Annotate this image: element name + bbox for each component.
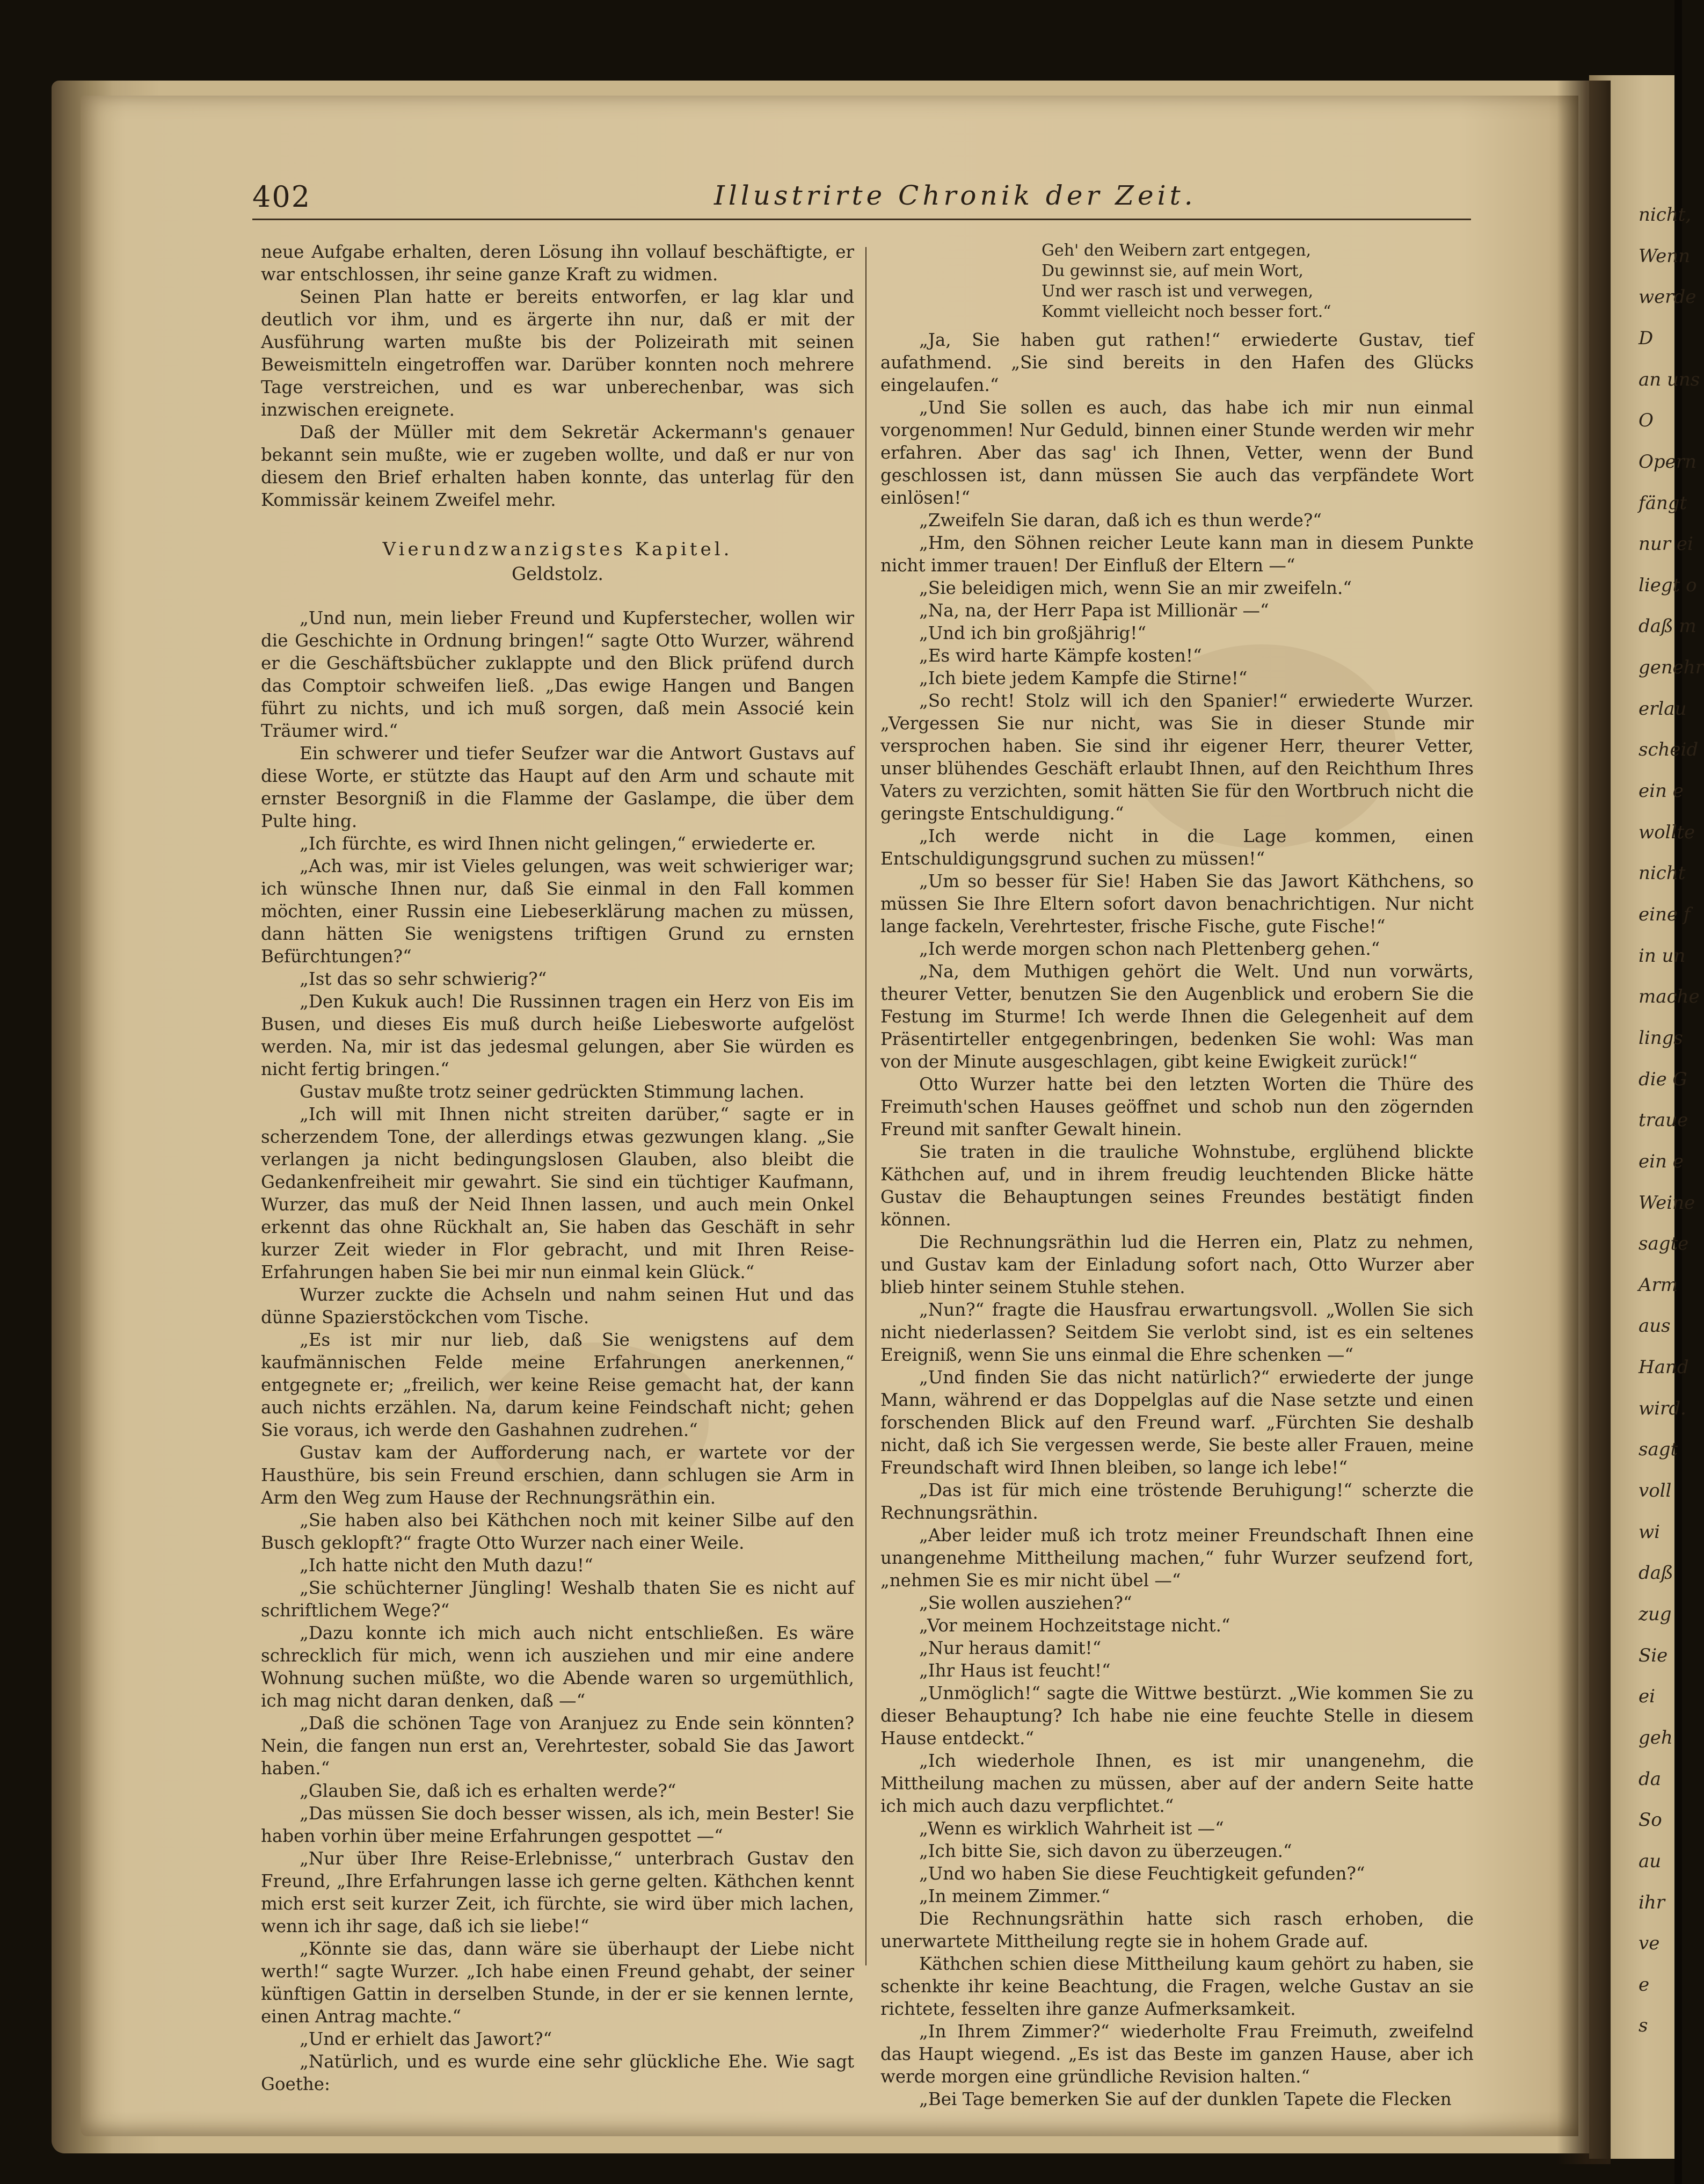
paragraph: „Ach was, mir ist Vieles gelungen, was weit schwieriger war; ich wünsche Ihnen nur, daß Sie einmal in den Fall kommen möchten, einer Russin eine Liebeserklärung machen zu müssen, dann hätten Sie wenigstens triftigen Grund zu ernsten Befürchtungen?“: [261, 856, 854, 967]
adjacent-page-fragment: mache: [1639, 986, 1700, 1007]
adjacent-page-fragment: voll: [1639, 1480, 1672, 1501]
paragraph: „Und wo haben Sie diese Feuchtigkeit gefunden?“: [919, 1863, 1365, 1884]
adjacent-page-fragment: werde: [1639, 286, 1696, 308]
adjacent-page-fragment: ein e: [1639, 780, 1684, 802]
adjacent-page-fragment: au: [1639, 1851, 1662, 1872]
paragraph: „Das ist für mich eine tröstende Beruhigung!“ scherzte die Rechnungsräthin.: [880, 1480, 1474, 1523]
paragraph: „Sie beleidigen mich, wenn Sie an mir zweifeln.“: [919, 578, 1352, 598]
paragraph: Ein schwerer und tiefer Seufzer war die Antwort Gustavs auf diese Worte, er stützte das Haupt auf den Arm und schaute mit ernster Besorgniß in die Flamme der Gaslampe, die über dem Pulte hing.: [261, 743, 854, 831]
adjacent-page-fragment: aus: [1639, 1315, 1671, 1337]
adjacent-page-fragment: Weine: [1639, 1192, 1695, 1214]
paragraph: Gustav kam der Aufforderung nach, er wartete vor der Hausthüre, bis sein Freund erschien, dann schlugen sie Arm in Arm den Weg zum Hause der Rechnungsräthin ein.: [261, 1442, 854, 1508]
paragraphs-after-chapter: [261, 607, 854, 2095]
right-column: [880, 241, 1474, 2109]
paragraph: „Na, na, der Herr Papa ist Millionär —“: [919, 600, 1269, 621]
adjacent-page-fragment: genehr: [1639, 657, 1704, 678]
paragraph: Sie traten in die trauliche Wohnstube, erglühend blickte Käthchen auf, und in ihrem freudig leuchtenden Blicke hätte Gustav die Behauptungen seines Freundes bestätigt finden können.: [880, 1142, 1474, 1230]
paragraph: „Um so besser für Sie! Haben Sie das Jawort Käthchens, so müssen Sie Ihre Eltern sofort davon benachrichtigen. Nur nicht lange fackeln, Verehrtester, frische Fische, gute Fische!“: [880, 871, 1474, 937]
chapter-subtitle: Geldstolz.: [511, 563, 604, 585]
paragraph: Otto Wurzer hatte bei den letzten Worten die Thüre des Freimuth'schen Hauses geöffnet und schob nun den zögernden Freund mit sanfter Gewalt hinein.: [880, 1074, 1474, 1140]
paragraph: „In Ihrem Zimmer?“ wiederholte Frau Freimuth, zweifelnd das Haupt wiegend. „Es ist das Beste im ganzen Hause, aber ich werde morgen eine gründliche Revision halten.“: [880, 2021, 1474, 2087]
adjacent-page-fragment: nicht: [1639, 862, 1686, 884]
poem-line: Kommt vielleicht noch besser fort.“: [1042, 302, 1331, 321]
paragraph: Wurzer zuckte die Achseln und nahm seinen Hut und das dünne Spazierstöckchen vom Tische.: [261, 1285, 854, 1327]
spine-shadow: [1557, 81, 1611, 2164]
poem-quote: [1042, 241, 1474, 322]
paragraph: „Es ist mir nur lieb, daß Sie wenigstens auf dem kaufmännischen Felde meine Erfahrungen anerkennen,“ entgegnete er; „freilich, wer keine Reise gemacht hat, der kann auch nichts erzählen. Na, darum keine Feindschaft nicht; gehen Sie voraus, ich werde den Gashahnen zudrehen.“: [261, 1330, 854, 1440]
adjacent-page-fragment: geh: [1639, 1727, 1673, 1748]
adjacent-page-fragment: Sie: [1639, 1645, 1668, 1666]
paragraph: „Na, dem Muthigen gehört die Welt. Und nun vorwärts, theurer Vetter, benutzen Sie den Augenblick und erobern Sie die Festung im Sturme! Ich werde Ihnen die Gelegenheit auf dem Präsentirteller entgegenbringen, bedenken Sie wohl: Was man von der Minute ausgeschlagen, gibt keine Ewigkeit zurück!“: [880, 961, 1474, 1072]
paragraph: „Nur heraus damit!“: [919, 1638, 1102, 1658]
paragraph: „Und Sie sollen es auch, das habe ich mir nun einmal vorgenommen! Nur Geduld, binnen einer Stunde werden wir mehr erfahren. Aber das sag' ich Ihnen, Vetter, wenn der Bund geschlossen ist, dann müssen Sie auch das verpfändete Wort einlösen!“: [880, 397, 1474, 508]
poem-line: Du gewinnst sie, auf mein Wort,: [1042, 262, 1304, 280]
chapter-title: Vierundzwanzigstes Kapitel.: [382, 539, 733, 560]
adjacent-page-fragment: Hand: [1639, 1356, 1689, 1378]
adjacent-page-fragment: nur ei: [1639, 533, 1693, 555]
adjacent-page-fragment: ei: [1639, 1686, 1655, 1707]
paragraph: „Es wird harte Kämpfe kosten!“: [919, 645, 1202, 666]
paragraph: „So recht! Stolz will ich den Spanier!“ erwiederte Wurzer. „Vergessen Sie nur nicht, was Sie in dieser Stunde mir versprochen haben. Sie sind ihr eigener Herr, theurer Vetter, unser blühendes Geschäft erlaubt Ihnen, auf den Reichthum Ihres Vaters zu verzichten, somit hätten Sie für den Wortbruch nicht die geringste Entschuldigung.“: [880, 691, 1474, 824]
adjacent-page-fragment: lings: [1639, 1027, 1683, 1049]
paragraph: „Ihr Haus ist feucht!“: [919, 1660, 1111, 1681]
paragraph: „Und finden Sie das nicht natürlich?“ erwiederte der junge Mann, während er das Doppelglas auf die Nase setzte und einen forschenden Blick auf den Freund warf. „Fürchten Sie deshalb nicht, daß ich Sie vergessen werde, Sie beste aller Frauen, meine Freundschaft wird Ihnen bleiben, so lange ich lebe!“: [880, 1367, 1474, 1478]
adjacent-page-fragment: sagte: [1639, 1233, 1689, 1254]
paragraph: „Aber leider muß ich trotz meiner Freundschaft Ihnen eine unangenehme Mittheilung machen,“ fuhr Wurzer seufzend fort, „nehmen Sie es mir nicht übel —“: [880, 1525, 1474, 1591]
adjacent-page-fragment: So: [1639, 1809, 1662, 1831]
paragraph: „Ja, Sie haben gut rathen!“ erwiederte Gustav, tief aufathmend. „Sie sind bereits in den Hafen des Glücks eingelaufen.“: [880, 330, 1474, 395]
poem-line: Geh' den Weibern zart entgegen,: [1042, 241, 1312, 260]
adjacent-page-fragment: scheid: [1639, 739, 1699, 760]
adjacent-page-fragment: traue: [1639, 1109, 1688, 1131]
paragraph: „Und nun, mein lieber Freund und Kupferstecher, wollen wir die Geschichte in Ordnung bringen!“ sagte Otto Wurzer, während er die Geschäftsbücher zuklappte und den Blick prüfend durch das Comptoir schweifen ließ. „Das ewige Hangen und Bangen führt zu nichts, und ich muß sorgen, daß mein Associé kein Träumer wird.“: [261, 608, 854, 741]
adjacent-page-fragment: eine f: [1639, 904, 1691, 925]
paragraph: „Vor meinem Hochzeitstage nicht.“: [919, 1615, 1230, 1636]
adjacent-page-fragment: Wenn: [1639, 245, 1691, 267]
adjacent-page-fragment: die G: [1639, 1069, 1687, 1090]
paragraph: Daß der Müller mit dem Sekretär Ackermann's genauer bekannt sein mußte, wie er zugeben wollte, und daß er nur von diesem den Brief erhalten haben konnte, das unterlag für den Kommissär keinem Zweifel mehr.: [261, 422, 854, 510]
paragraph: „Daß die schönen Tage von Aranjuez zu Ende sein könnten? Nein, die fangen nun erst an, Verehrtester, sobald Sie das Jawort haben.“: [261, 1713, 854, 1779]
paragraph: neue Aufgabe erhalten, deren Lösung ihn vollauf beschäftigte, er war entschlossen, ihr seine ganze Kraft zu widmen.: [261, 242, 854, 285]
paragraphs-before-chapter: [261, 241, 854, 511]
paragraph: Die Rechnungsräthin lud die Herren ein, Platz zu nehmen, und Gustav kam der Einladung sofort nach, Otto Wurzer aber blieb hinter seinem Stuhle stehen.: [880, 1232, 1474, 1297]
adjacent-page-fragment: e: [1639, 1974, 1650, 1996]
paragraph: „Und ich bin großjährig!“: [919, 623, 1147, 643]
paragraph: „Ich hatte nicht den Muth dazu!“: [300, 1555, 593, 1576]
paragraph: „Den Kukuk auch! Die Russinnen tragen ein Herz von Eis im Busen, und dieses Eis muß durch heiße Liebesworte aufgelöst werden. Na, mir ist das jedesmal gelungen, aber Sie würden es nicht fertig bringen.“: [261, 991, 854, 1079]
paragraph: „Ich fürchte, es wird Ihnen nicht gelingen,“ erwiederte er.: [300, 833, 816, 854]
paragraph: „Ich wiederhole Ihnen, es ist mir unangenehm, die Mittheilung machen zu müssen, aber auf der andern Seite hatte ich mich auch dazu verpflichtet.“: [880, 1751, 1474, 1816]
adjacent-page-fragment: wollte: [1639, 822, 1695, 843]
paragraph: „Glauben Sie, daß ich es erhalten werde?“: [300, 1781, 676, 1801]
paragraph: „Nun?“ fragte die Hausfrau erwartungsvoll. „Wollen Sie sich nicht niederlassen? Seitdem Sie verlobt sind, ist es ein seltenes Ereigniß, wenn Sie uns einmal die Ehre schenken —“: [880, 1300, 1474, 1365]
adjacent-page-fragment: zug: [1639, 1603, 1672, 1625]
paragraph: Gustav mußte trotz seiner gedrückten Stimmung lachen.: [300, 1082, 805, 1102]
paragraph: „Zweifeln Sie daran, daß ich es thun werde?“: [919, 510, 1322, 531]
paragraph: „Hm, den Söhnen reicher Leute kann man in diesem Punkte nicht immer trauen! Der Einfluß der Eltern —“: [880, 533, 1474, 576]
paragraph: „Ich werde nicht in die Lage kommen, einen Entschuldigungsgrund suchen zu müssen!“: [880, 826, 1474, 869]
adjacent-page-fragment: wird.: [1639, 1398, 1686, 1419]
poem-line: Und wer rasch ist und verwegen,: [1042, 282, 1314, 301]
paragraph: „Ich bitte Sie, sich davon zu überzeugen.“: [919, 1841, 1292, 1861]
paragraph: Die Rechnungsräthin hatte sich rasch erhoben, die unerwartete Mittheilung regte sie in hohem Grade auf.: [880, 1909, 1474, 1951]
adjacent-page-fragment: an uns: [1639, 369, 1700, 390]
adjacent-page-fragment: Opern: [1639, 451, 1696, 473]
paragraph: „Ist das so sehr schwierig?“: [300, 969, 547, 989]
adjacent-page-fragment: ve: [1639, 1933, 1660, 1954]
paragraph: „Könnte sie das, dann wäre sie überhaupt der Liebe nicht werth!“ sagte Wurzer. „Ich habe einen Freund gehabt, der seiner künftigen Gattin in derselben Stunde, in der er sie kennen lernte, einen Antrag machte.“: [261, 1939, 854, 2027]
paragraph: „Nur über Ihre Reise-Erlebnisse,“ unterbrach Gustav den Freund, „Ihre Erfahrungen lasse ich gerne gelten. Käthchen kennt mich erst seit kurzer Zeit, ich fürchte, sie wird über mich lachen, wenn ich ihr sage, daß ich sie liebe!“: [261, 1848, 854, 1936]
paragraph: „Und er erhielt das Jawort?“: [300, 2029, 552, 2049]
paragraph: „Sie wollen ausziehen?“: [919, 1593, 1132, 1613]
paragraph: „Sie haben also bei Käthchen noch mit keiner Silbe auf den Busch geklopft?“ fragte Otto Wurzer nach einer Weile.: [261, 1510, 854, 1553]
paragraph: „Ich will mit Ihnen nicht streiten darüber,“ sagte er in scherzendem Tone, der allerdings etwas gezwungen klang. „Sie verlangen ja nicht bedingungslosen Glauben, also bleibt die Gedankenfreiheit mir gewahrt. Sie sind ein tüchtiger Kaufmann, Wurzer, das muß der Neid Ihnen lassen, und auch mein Onkel erkennt das ohne Rückhalt an, Sie haben das Geschäft in sehr kurzer Zeit wieder in Flor gebracht, und mit Ihren Reise-Erfahrungen haben Sie bei mir nun einmal kein Glück.“: [261, 1104, 854, 1282]
paragraph: „Ich biete jedem Kampfe die Stirne!“: [919, 668, 1248, 688]
running-title: Illustrirte Chronik der Zeit.: [714, 180, 1197, 211]
scan-edge: [1674, 0, 1682, 2184]
adjacent-page-fragment: nicht,: [1639, 204, 1692, 226]
adjacent-page-fragment: wi: [1639, 1521, 1660, 1543]
adjacent-page-fragment: ihr: [1639, 1892, 1665, 1913]
paragraph: Seinen Plan hatte er bereits entworfen, er lag klar und deutlich vor ihm, und es ärgerte ihn nur, daß er mit der Ausführung warten mußte bis der Polizeirath mit seinen Beweismitteln eingetroffen war. Darüber konnten noch mehrere Tage verstreichen, und es war unberechenbar, was sich inzwischen ereignete.: [261, 287, 854, 420]
paragraph: Käthchen schien diese Mittheilung kaum gehört zu haben, sie schenkte ihr keine Beachtung, die Fragen, welche Gustav an sie richtete, fesselten ihre ganze Aufmerksamkeit.: [880, 1954, 1474, 2019]
paragraph: „In meinem Zimmer.“: [919, 1886, 1110, 1906]
left-column: [261, 241, 854, 2094]
adjacent-page-fragment: ein e: [1639, 1151, 1684, 1172]
header-rule: [252, 219, 1471, 220]
page-header: [252, 180, 1471, 217]
adjacent-page-fragment: da: [1639, 1768, 1662, 1790]
adjacent-page-fragment: O: [1639, 410, 1654, 431]
adjacent-page-fragment: sagt: [1639, 1439, 1678, 1460]
right-paragraphs: [880, 329, 1474, 2110]
adjacent-page-fragment: daß m: [1639, 615, 1696, 637]
adjacent-page-fragment: s: [1639, 2015, 1648, 2036]
paragraph: „Das müssen Sie doch besser wissen, als ich, mein Bester! Sie haben vorhin über meine Erfahrungen gespottet —“: [261, 1803, 854, 1846]
column-rule: [865, 247, 866, 1965]
adjacent-page-fragment: in un: [1639, 945, 1686, 967]
paragraph: „Unmöglich!“ sagte die Wittwe bestürzt. „Wie kommen Sie zu dieser Behauptung? Ich habe nie eine feuchte Stelle in diesem Hause entdeckt.“: [880, 1683, 1474, 1748]
adjacent-page-fragment: liegt o: [1639, 575, 1697, 596]
adjacent-page-fragment: D: [1639, 328, 1654, 349]
page-number: 402: [252, 180, 311, 214]
adjacent-page-fragment: Arm: [1639, 1274, 1678, 1296]
paragraph: „Sie schüchterner Jüngling! Weshalb thaten Sie es nicht auf schriftlichem Wege?“: [261, 1578, 854, 1621]
paragraph: „Bei Tage bemerken Sie auf der dunklen Tapete die Flecken: [919, 2089, 1452, 2109]
paragraph: „Ich werde morgen schon nach Plettenberg gehen.“: [919, 939, 1380, 959]
adjacent-page-fragment: daß: [1639, 1562, 1673, 1584]
paragraph: „Dazu konnte ich mich auch nicht entschließen. Es wäre schrecklich für mich, wenn ich ausziehen und mir eine andere Wohnung suchen müßte, wo die Abende waren so urgemüthlich, ich mag nicht daran denken, daß —“: [261, 1623, 854, 1711]
adjacent-page-fragment: fängt: [1639, 492, 1687, 514]
paragraph: „Wenn es wirklich Wahrheit ist —“: [919, 1818, 1224, 1839]
paragraph: „Natürlich, und es wurde eine sehr glückliche Ehe. Wie sagt Goethe:: [261, 2051, 854, 2094]
adjacent-page-fragment: erlau: [1639, 698, 1687, 720]
